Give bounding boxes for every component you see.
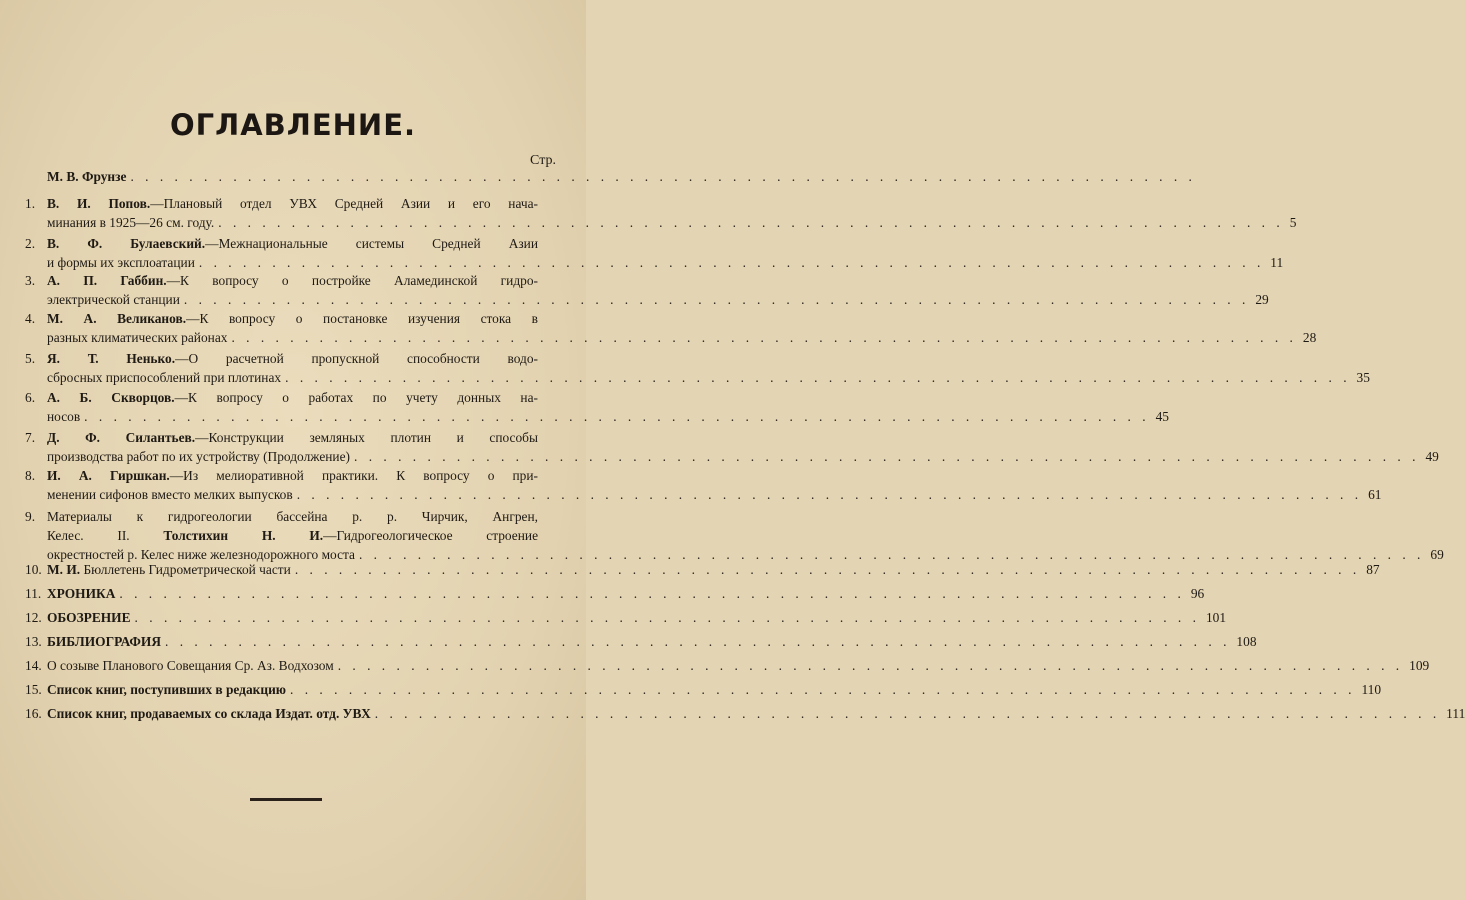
entry-line xyxy=(47,309,538,328)
entry-text: Келес. II. xyxy=(47,528,164,543)
entry-line xyxy=(47,234,538,253)
entry-line xyxy=(47,368,1370,387)
entry-number: 1. xyxy=(25,196,36,211)
entry-number: 4. xyxy=(25,311,36,326)
entry-line xyxy=(47,213,1297,232)
page-number: 5 xyxy=(1289,215,1297,230)
entry-number: 11. xyxy=(25,586,42,601)
entry-text: носов xyxy=(47,409,81,424)
dot-leader: . . . . . . . . . . . . . . . . . . . . . . . . . . . . . . . . . . . . . . . . . . . . . . . . . . . . . . . . . . . . . . . . . . . . . . . . . xyxy=(183,292,1250,307)
entry-author: Список книг, поступивших в редакцию xyxy=(47,682,287,697)
page-number: 11 xyxy=(1270,255,1284,270)
toc-entry xyxy=(25,507,1444,564)
dot-leader: . . . . . . . . . . . . . . . . . . . . . . . . . . . . . . . . . . . . . . . . . . . . . . . . . . . . . . . . . . . . . . . . . . . . . . . . . xyxy=(165,634,1231,649)
entry-author: Д. Ф. Силантьев. xyxy=(47,430,196,445)
page-number: 96 xyxy=(1190,586,1205,601)
end-rule xyxy=(250,798,322,801)
dot-leader: . . . . . . . . . . . . . . . . . . . . . . . . . . . . . . . . . . . . . . . . . . . . . . . . . . . . . . . . . . . . . . . . . . . . . . . . . xyxy=(290,682,1356,697)
page-number: 109 xyxy=(1409,658,1430,673)
entry-line xyxy=(47,704,1465,723)
entry-text: —Плановый отдел УВХ Средней Азии и его нача- xyxy=(150,196,538,211)
entry-line xyxy=(47,447,1439,466)
entry-text: Бюллетень Гидрометрической части xyxy=(83,562,291,577)
page-number: 108 xyxy=(1236,634,1257,649)
entry-author: М. И. xyxy=(47,562,84,577)
page-column-label: Стр. xyxy=(530,153,556,168)
entry-line xyxy=(47,608,1227,627)
page-number: 111 xyxy=(1446,706,1465,721)
entry-text: и формы их эксплоатации xyxy=(47,255,195,270)
entry-line xyxy=(47,194,538,213)
entry-author: А. П. Габбин. xyxy=(47,273,167,288)
entry-line xyxy=(47,167,1196,186)
dot-leader: . . . . . . . . . . . . . . . . . . . . . . . . . . . . . . . . . . . . . . . . . . . . . . . . . . . . . . . . . . . . . . . . . . . . . . . . . xyxy=(294,562,1361,577)
entry-line xyxy=(47,507,538,526)
page-number: 69 xyxy=(1430,547,1444,562)
entry-text: —Из мелиоративной практики. К вопросу о при- xyxy=(169,468,538,483)
entry-number: 8. xyxy=(25,468,36,483)
entry-number: 9. xyxy=(25,509,36,524)
entry-author: Список книг, продаваемых со склада Издат. отд. УВХ xyxy=(47,706,371,721)
entry-line xyxy=(47,290,1269,309)
toc-entry xyxy=(25,388,1169,426)
entry-number: 13. xyxy=(25,634,42,649)
page-number: 49 xyxy=(1425,449,1439,464)
entry-line xyxy=(47,388,538,407)
entry-number: 7. xyxy=(25,430,36,445)
entry-text: производства работ по их устройству (Продолжение) xyxy=(47,449,351,464)
entry-author: А. Б. Скворцов. xyxy=(47,390,175,405)
entry-line xyxy=(47,584,1205,603)
entry-number: 16. xyxy=(25,706,42,721)
entry-author: И. А. Гиршкан. xyxy=(47,468,170,483)
entry-text: О созыве Планового Совещания Ср. Аз. Водхозом xyxy=(47,658,334,673)
entry-number: 14. xyxy=(25,658,42,673)
entry-author: Толстихин Н. И. xyxy=(163,528,324,543)
page-number: 28 xyxy=(1302,330,1317,345)
entry-line xyxy=(47,680,1382,699)
entry-text: —Межнациональные системы Средней Азии xyxy=(205,236,538,251)
entry-line xyxy=(47,526,538,545)
entry-text: минания в 1925—26 см. году. xyxy=(47,215,215,230)
entry-text: разных климатических районах xyxy=(47,330,228,345)
entry-text: —О расчетной пропускной способности водо- xyxy=(175,351,538,366)
dot-leader: . . . . . . . . . . . . . . . . . . . . . . . . . . . . . . . . . . . . . . . . . . . . . . . . . . . . . . . . . . . . . . . . . . . . . . . . . xyxy=(337,658,1404,673)
dot-leader: . . . . . . . . . . . . . . . . . . . . . . . . . . . . . . . . . . . . . . . . . . . . . . . . . . . . . . . . . . . . . . . . . . . . . . . . . xyxy=(374,706,1441,721)
toc-entry xyxy=(25,656,1430,675)
dot-leader: . . . . . . . . . . . . . . . . . . . . . . . . . . . . . . . . . . . . . . . . . . . . . . . . . . . . . . . . . . . . . . . . . . . . . . . . . xyxy=(218,215,1284,230)
toc-entry xyxy=(25,349,1370,387)
toc-entry xyxy=(25,234,1284,272)
entry-line xyxy=(47,328,1317,347)
toc-entry xyxy=(25,584,1205,603)
entry-number: 2. xyxy=(25,236,36,251)
page-number: 87 xyxy=(1366,562,1380,577)
entry-author: М. В. Фрунзе xyxy=(47,169,127,184)
entry-text: менении сифонов вместо мелких выпусков xyxy=(47,487,293,502)
entry-text: —К вопросу о постройке Аламединской гидро- xyxy=(166,273,538,288)
entry-line xyxy=(47,271,538,290)
dot-leader: . . . . . . . . . . . . . . . . . . . . . . . . . . . . . . . . . . . . . . . . . . . . . . . . . . . . . . . . . . . . . . . . . . . . . . . . . xyxy=(198,255,1265,270)
entry-text: сбросных приспособлений при плотинах xyxy=(47,370,282,385)
toc-entry xyxy=(25,466,1382,504)
entry-text: окрестностей р. Келес ниже железнодорожного моста xyxy=(47,547,355,562)
toc-entry xyxy=(25,309,1317,347)
dot-leader: . . . . . . . . . . . . . . . . . . . . . . . . . . . . . . . . . . . . . . . . . . . . . . . . . . . . . . . . . . . . . . . . . . . . . . . . . xyxy=(231,330,1297,345)
entry-text: —Конструкции земляных плотин и способы xyxy=(195,430,538,445)
entry-author: Я. Т. Ненько. xyxy=(47,351,176,366)
entry-text: —К вопросу о работах по учету донных на- xyxy=(174,390,538,405)
entry-author: ХРОНИКА xyxy=(47,586,116,601)
entry-line xyxy=(47,560,1380,579)
toc-entry xyxy=(25,680,1382,699)
toc-entry xyxy=(25,560,1380,579)
entry-text: электрической станции xyxy=(47,292,180,307)
dot-leader: . . . . . . . . . . . . . . . . . . . . . . . . . . . . . . . . . . . . . . . . . . . . . . . . . . . . . . . . . . . . . . . . . . . . . . . . . xyxy=(358,547,1425,562)
entry-author: В. Ф. Булаевский. xyxy=(47,236,206,251)
toc-entry xyxy=(25,632,1257,651)
entry-number: 12. xyxy=(25,610,42,625)
toc-entry xyxy=(25,167,1196,186)
dot-leader: . . . . . . . . . . . . . . . . . . . . . . . . . . . . . . . . . . . . . . . . . . . . . . . . . . . . . . . . . . . . . . . . . . . . . . . . . xyxy=(119,586,1185,601)
page-number: 61 xyxy=(1368,487,1382,502)
entry-author: В. И. Попов. xyxy=(47,196,151,211)
entry-line xyxy=(47,407,1169,426)
toc-entry xyxy=(25,194,1297,232)
entry-line xyxy=(47,253,1284,272)
entry-line xyxy=(47,466,538,485)
page-number: 29 xyxy=(1255,292,1269,307)
entry-line xyxy=(47,632,1257,651)
entry-number: 15. xyxy=(25,682,42,697)
page-number: 110 xyxy=(1361,682,1382,697)
page-title: ОГЛАВЛЕНИЕ. xyxy=(169,108,417,142)
dot-leader: . . . . . . . . . . . . . . . . . . . . . . . . . . . . . . . . . . . . . . . . . . . . . . . . . . . . . . . . . . . . . . . . . . . . . . . . . xyxy=(354,449,1420,464)
entry-number: 10. xyxy=(25,562,42,577)
entry-text: —К вопросу о постановке изучения стока в xyxy=(186,311,538,326)
dot-leader: . . . . . . . . . . . . . . . . . . . . . . . . . . . . . . . . . . . . . . . . . . . . . . . . . . . . . . . . . . . . . . . . . . . . . . . . . xyxy=(134,610,1200,625)
entry-text: —Гидрогеологическое строение xyxy=(323,528,539,543)
dot-leader: . . . . . . . . . . . . . . . . . . . . . . . . . . . . . . . . . . . . . . . . . . . . . . . . . . . . . . . . . . . . . . . . . . . . . . . . . xyxy=(130,169,1196,184)
page-number: 35 xyxy=(1356,370,1370,385)
entry-text: Материалы к гидрогеологии бассейна р. р. Чирчик, Ангрен, xyxy=(47,509,538,524)
dot-leader: . . . . . . . . . . . . . . . . . . . . . . . . . . . . . . . . . . . . . . . . . . . . . . . . . . . . . . . . . . . . . . . . . . . . . . . . . xyxy=(84,409,1150,424)
dot-leader: . . . . . . . . . . . . . . . . . . . . . . . . . . . . . . . . . . . . . . . . . . . . . . . . . . . . . . . . . . . . . . . . . . . . . . . . . xyxy=(296,487,1363,502)
toc-entry xyxy=(25,704,1465,723)
entry-author: М. А. Великанов. xyxy=(47,311,187,326)
entry-line xyxy=(47,485,1382,504)
entry-line xyxy=(47,656,1430,675)
toc-entry xyxy=(25,608,1227,627)
page-number: 101 xyxy=(1205,610,1227,625)
page-number: 45 xyxy=(1155,409,1169,424)
dot-leader: . . . . . . . . . . . . . . . . . . . . . . . . . . . . . . . . . . . . . . . . . . . . . . . . . . . . . . . . . . . . . . . . . . . . . . . . . xyxy=(285,370,1351,385)
entry-number: 3. xyxy=(25,273,36,288)
entry-number: 5. xyxy=(25,351,36,366)
entry-author: БИБЛИОГРАФИЯ xyxy=(47,634,161,649)
entry-author: ОБОЗРЕНИЕ xyxy=(47,610,131,625)
entry-line xyxy=(47,428,538,447)
entry-number: 6. xyxy=(25,390,36,405)
entry-line xyxy=(47,349,538,368)
toc-entry xyxy=(25,428,1439,466)
toc-entry xyxy=(25,271,1269,309)
